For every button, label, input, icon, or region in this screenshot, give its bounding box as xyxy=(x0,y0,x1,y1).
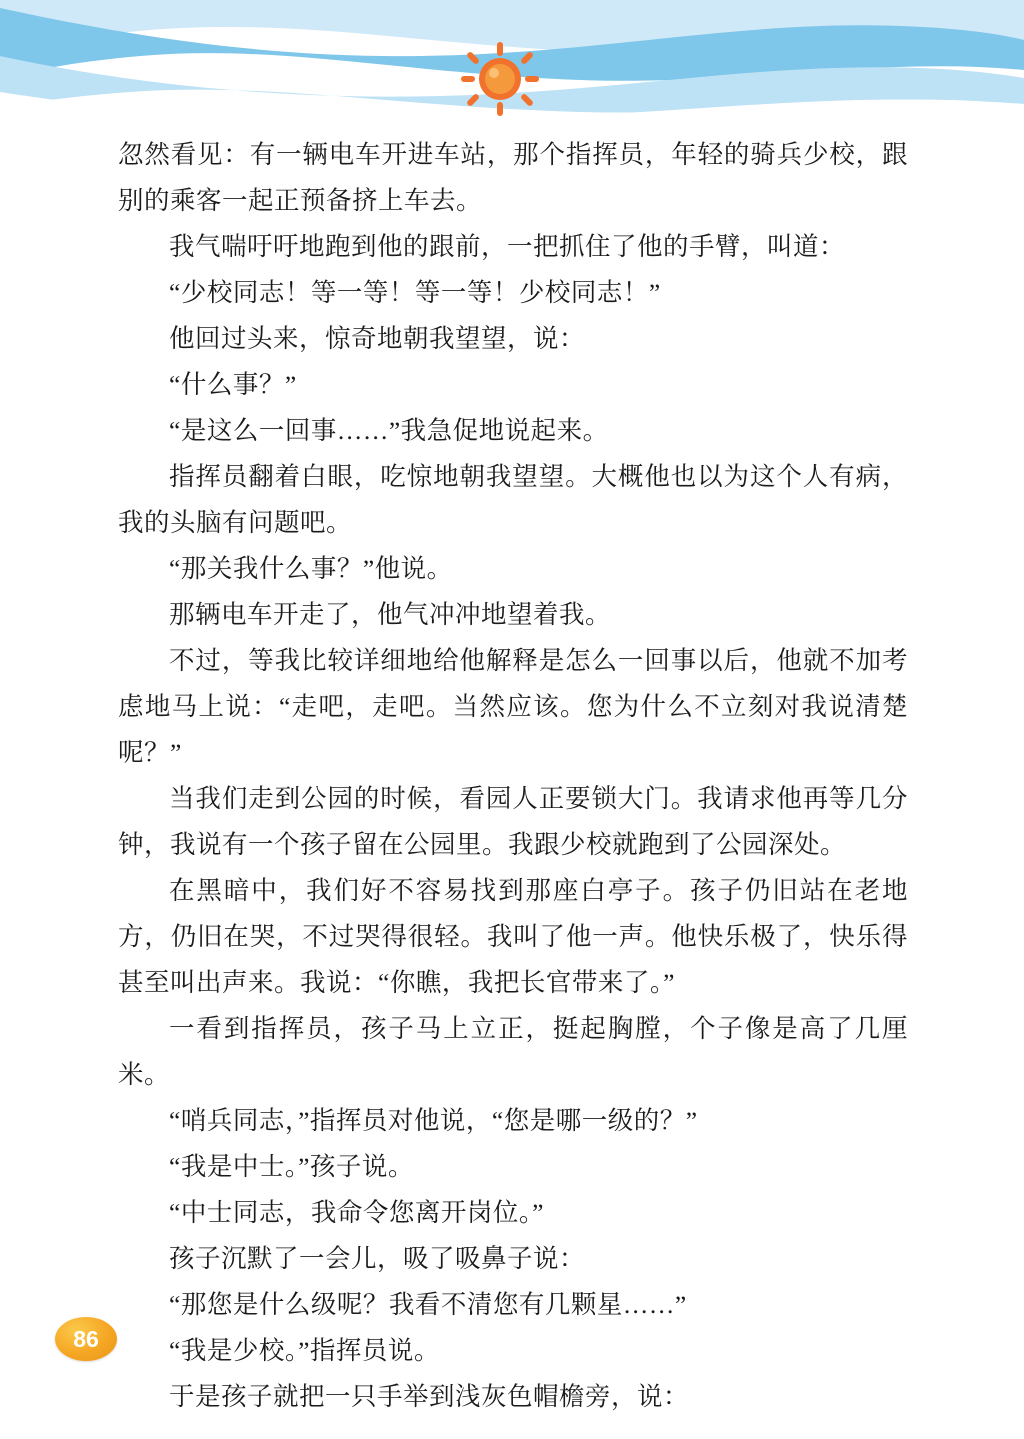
paragraph: 于是孩子就把一只手举到浅灰色帽檐旁，说： xyxy=(169,1382,690,1411)
sun-icon xyxy=(455,40,545,120)
paragraph: 那辆电车开走了，他气冲冲地望着我。 xyxy=(169,600,612,629)
paragraph: “哨兵同志，”指挥员对他说，“您是哪一级的？” xyxy=(169,1106,698,1135)
paragraph: “少校同志！等一等！等一等！少校同志！” xyxy=(169,278,661,307)
page-number: 86 xyxy=(55,1317,117,1361)
page-body xyxy=(118,132,908,1420)
paragraph: “是这么一回事……”我急促地说起来。 xyxy=(169,416,609,445)
paragraph: “那您是什么级呢？我看不清您有几颗星……” xyxy=(169,1290,687,1319)
paragraph: “我是中士。”孩子说。 xyxy=(169,1152,414,1181)
paragraph: 忽然看见：有一辆电车开进车站，那个指挥员，年轻的骑兵少校，跟别的乘客一起正预备挤上车去。 xyxy=(118,140,908,215)
paragraph: 当我们走到公园的时候，看园人正要锁大门。我请求他再等几分钟，我说有一个孩子留在公园里。我跟少校就跑到了公园深处。 xyxy=(118,784,908,859)
paragraph: “那关我什么事？”他说。 xyxy=(169,554,453,583)
paragraph: “中士同志，我命令您离开岗位。” xyxy=(169,1198,544,1227)
paragraph: 一看到指挥员，孩子马上立正，挺起胸膛，个子像是高了几厘米。 xyxy=(118,1014,908,1089)
paragraph: 孩子沉默了一会儿，吸了吸鼻子说： xyxy=(169,1244,586,1273)
paragraph: 不过，等我比较详细地给他解释是怎么一回事以后，他就不加考虑地马上说：“走吧，走吧。当然应该。您为什么不立刻对我说清楚呢？” xyxy=(118,646,908,767)
paragraph: 他回过头来，惊奇地朝我望望，说： xyxy=(169,324,586,353)
paragraph: 在黑暗中，我们好不容易找到那座白亭子。孩子仍旧站在老地方，仍旧在哭，不过哭得很轻。我叫了他一声。他快乐极了，快乐得甚至叫出声来。我说：“你瞧，我把长官带来了。” xyxy=(118,876,908,997)
paragraph: “什么事？” xyxy=(169,370,297,399)
paragraph: “我是少校。”指挥员说。 xyxy=(169,1336,440,1365)
paragraph: 我气喘吁吁地跑到他的跟前，一把抓住了他的手臂，叫道： xyxy=(169,232,846,261)
paragraph: 指挥员翻着白眼，吃惊地朝我望望。大概他也以为这个人有病，我的头脑有问题吧。 xyxy=(118,462,908,537)
